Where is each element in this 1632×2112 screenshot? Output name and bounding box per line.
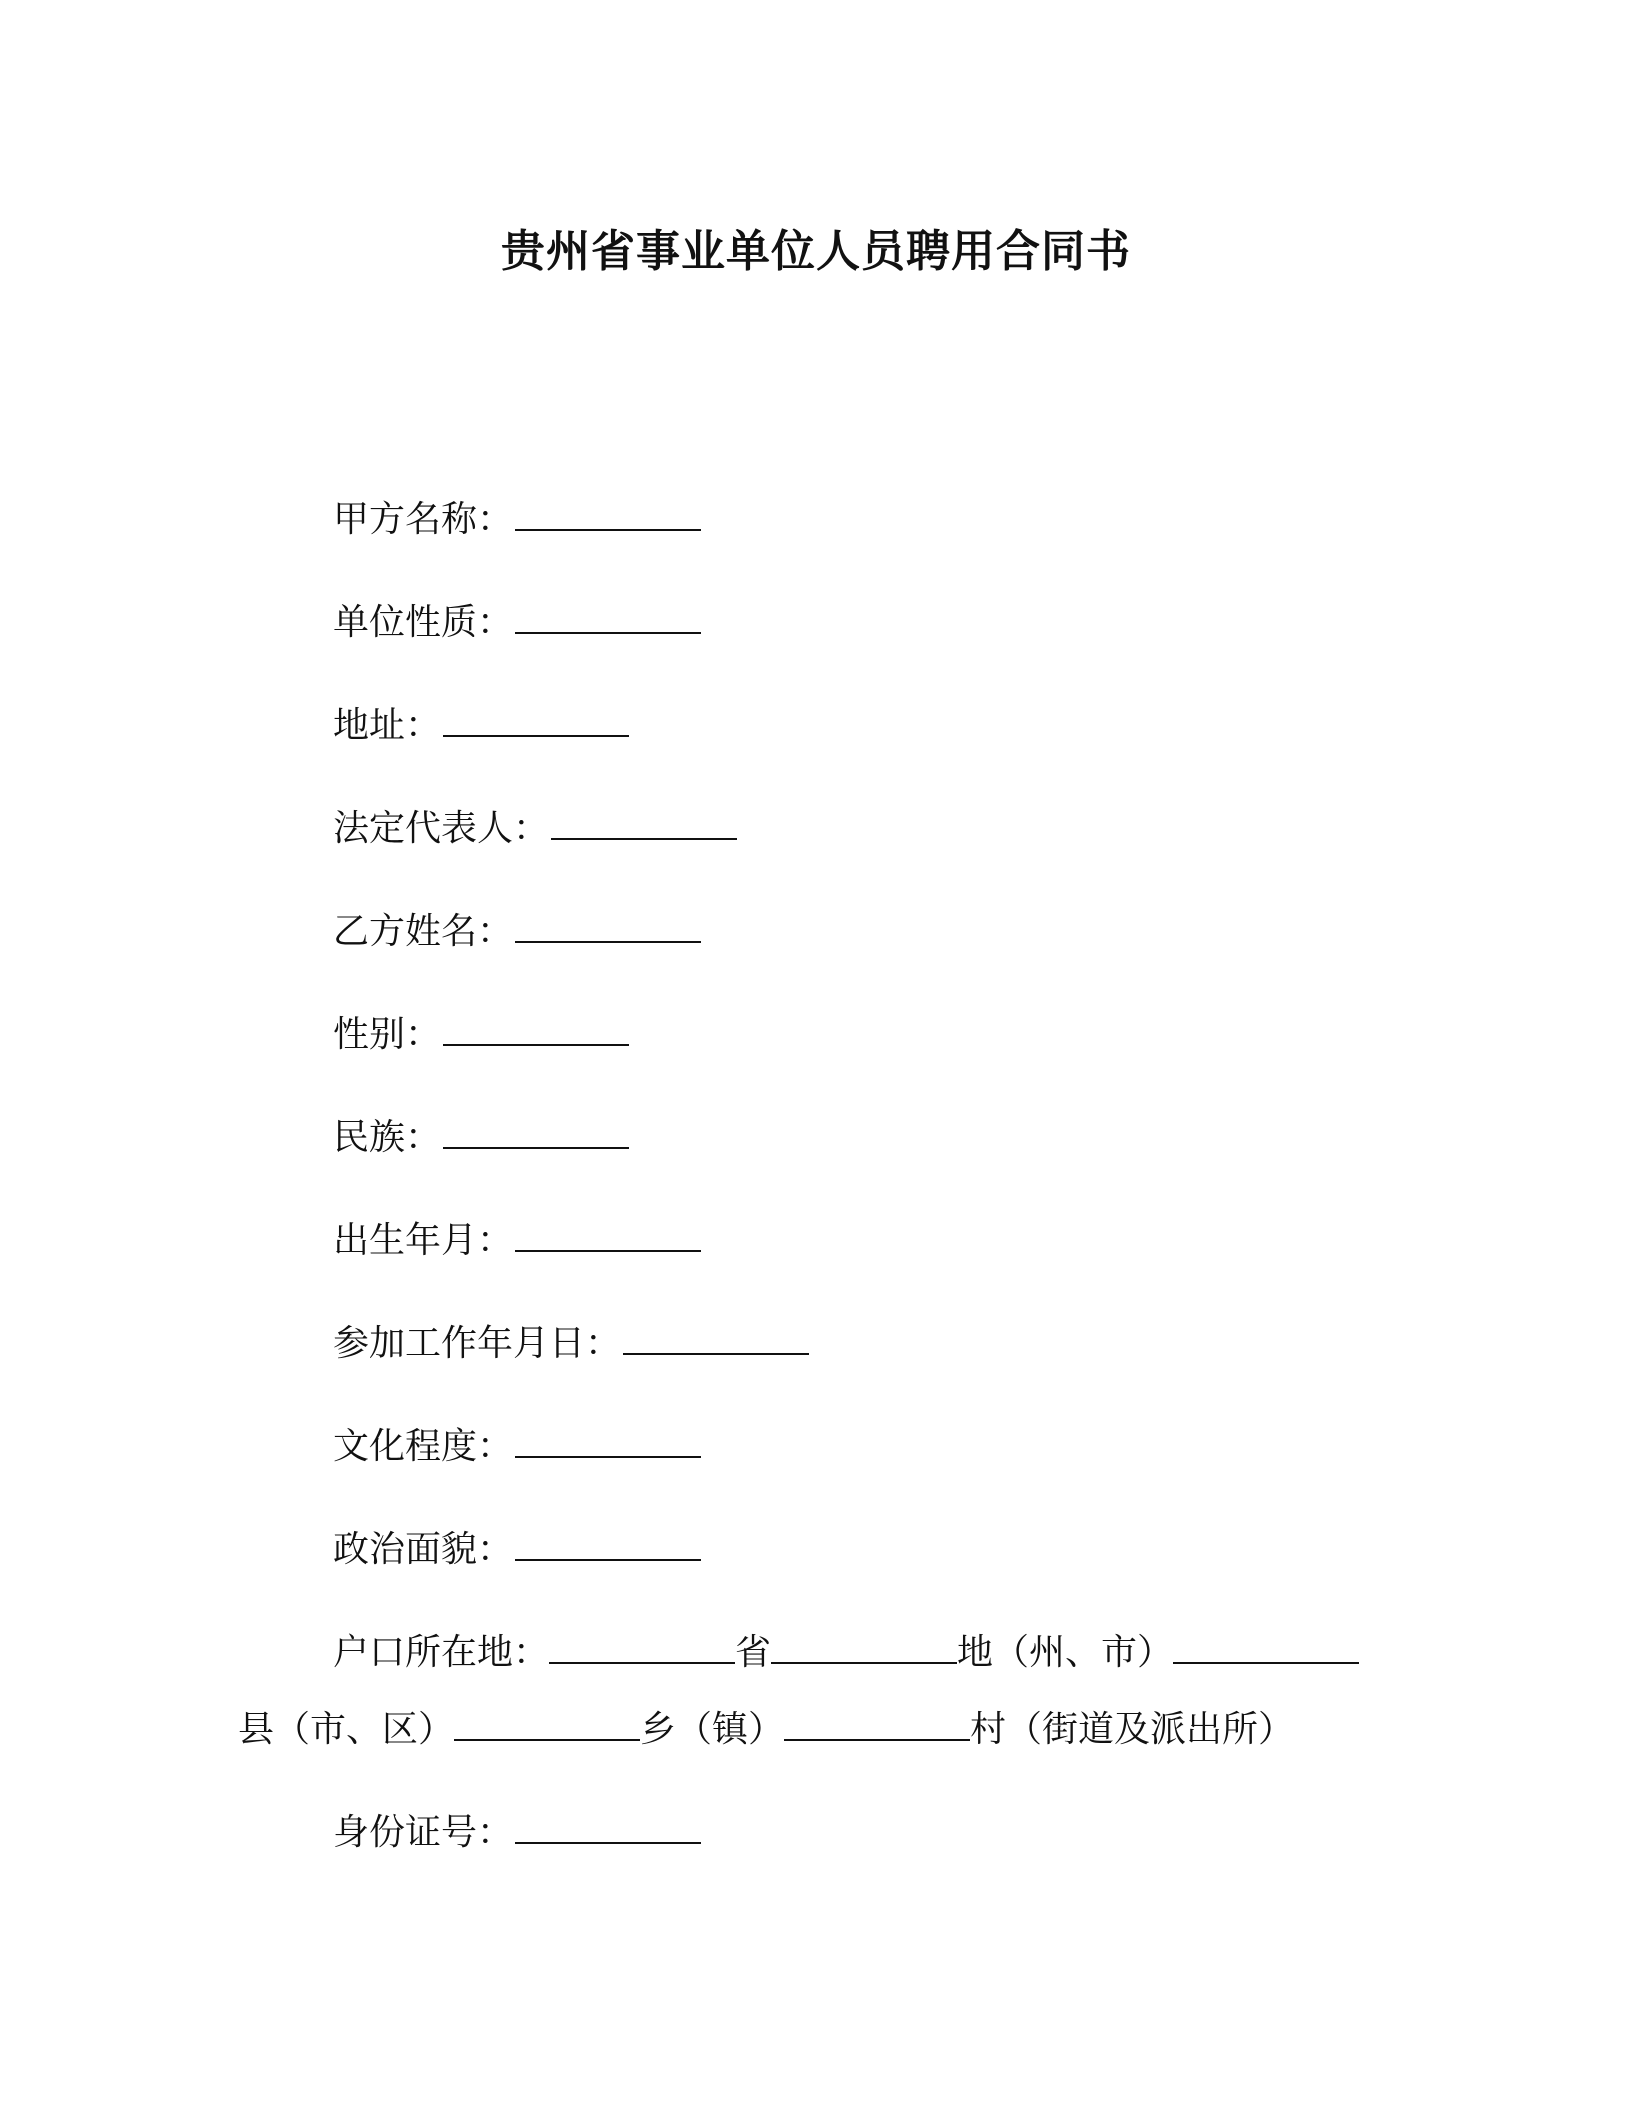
blank-line[interactable] [515,499,701,531]
blank-line[interactable] [443,1117,629,1149]
blank-line[interactable] [515,1220,701,1252]
household-registration-line2 [238,1706,1294,1754]
blank-line[interactable] [515,1529,701,1561]
blank-line[interactable] [771,1632,957,1664]
prefecture-label: 地（州、市） [957,1632,1174,1673]
field-label: 法定代表人： [333,808,550,849]
field-label: 参加工作年月日： [333,1323,622,1364]
field-ethnicity [333,1114,629,1162]
field-political-status [333,1526,701,1574]
blank-line[interactable] [515,1426,701,1458]
field-birth-date [333,1217,701,1265]
field-label: 甲方名称： [333,499,514,540]
township-label: 乡（镇） [640,1709,785,1750]
field-label: 单位性质： [333,602,514,643]
field-label: 文化程度： [333,1426,514,1467]
field-label: 政治面貌： [333,1529,514,1570]
field-legal-representative [333,805,737,853]
field-label: 民族： [333,1117,442,1158]
field-label: 性别： [333,1014,442,1055]
village-label: 村（街道及派出所） [970,1709,1295,1750]
field-label: 身份证号： [333,1812,514,1853]
blank-line[interactable] [784,1709,970,1741]
field-label: 乙方姓名： [333,911,514,952]
field-label: 出生年月： [333,1220,514,1261]
blank-line[interactable] [549,1632,735,1664]
document-title: 贵州省事业单位人员聘用合同书 [501,226,1131,277]
field-party-b-name [333,908,701,956]
province-label: 省 [735,1632,772,1673]
field-household-registration [333,1629,1359,1677]
county-label: 县（市、区） [238,1709,455,1750]
field-education [333,1423,701,1471]
field-work-start-date [333,1320,809,1368]
field-gender [333,1011,629,1059]
blank-line[interactable] [623,1323,809,1355]
blank-line[interactable] [443,1014,629,1046]
field-id-number [333,1809,701,1857]
blank-line[interactable] [443,705,629,737]
field-unit-nature [333,599,701,647]
field-party-a-name [333,496,701,544]
blank-line[interactable] [551,808,737,840]
blank-line[interactable] [515,602,701,634]
blank-line[interactable] [454,1709,640,1741]
field-address [333,702,629,750]
field-label: 地址： [333,705,442,746]
blank-line[interactable] [1173,1632,1359,1664]
field-label: 户口所在地： [333,1632,550,1673]
blank-line[interactable] [515,1812,701,1844]
blank-line[interactable] [515,911,701,943]
